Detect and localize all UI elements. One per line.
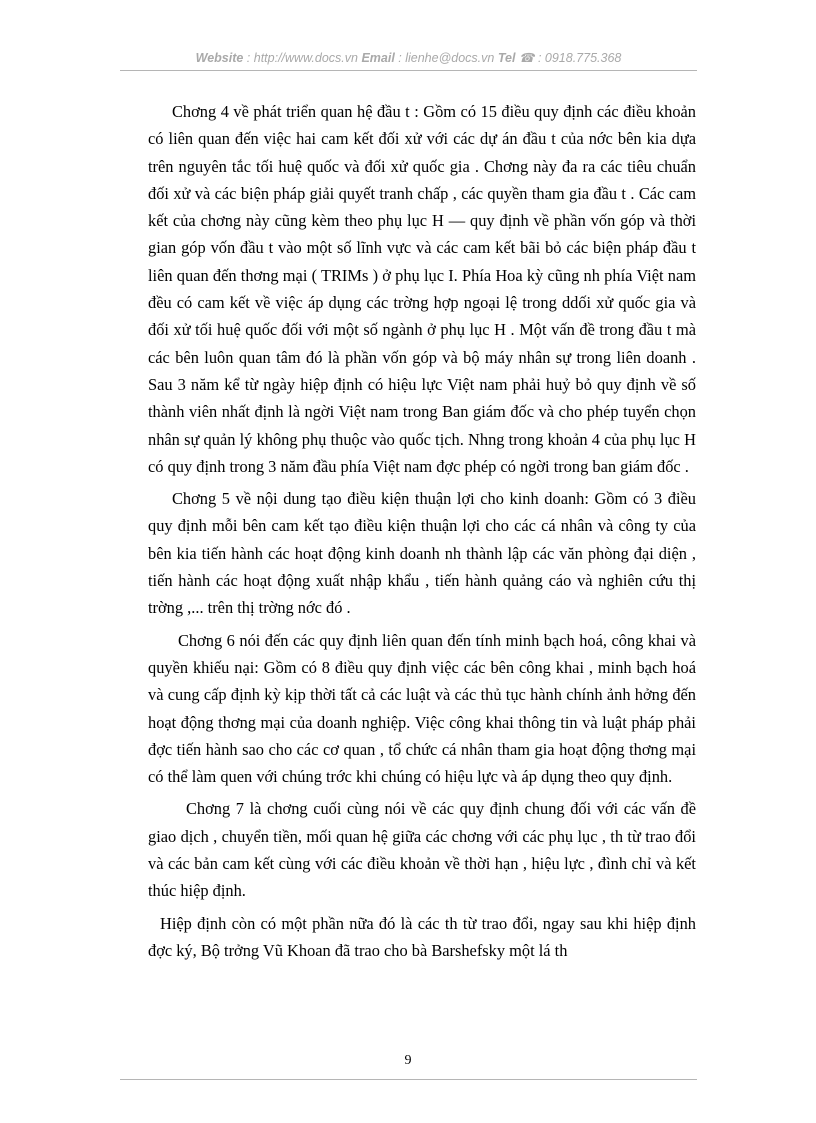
page-number: 9 — [404, 1053, 412, 1068]
tel-label: Tel — [497, 51, 516, 65]
paragraph-chapter-4: Chơng 4 về phát triển quan hệ đầu t : Gồm có 15 điều quy định các điều khoản có liên quan đến việc hai cam kết đối xử với các dự án đầu t của nớc bên kia dựa trên nguyên tắc tối huệ quốc và đối xử quốc gia . Chơng này đa ra các tiêu chuẩn đối xử và các biện pháp giải quyết tranh chấp , các quyền tham gia đầu t . Các cam kết của chơng này cũng kèm theo phụ lục H — quy định về phần vốn góp và thời gian góp vốn đầu t vào một số lĩnh vực và các cam kết bãi bỏ các biện pháp đầu t liên quan đến thơng mại ( TRIMs ) ở phụ lục I. Phía Hoa kỳ cũng nh phía Việt nam đều có cam kết về việc áp dụng các trờng hợp ngoại lệ trong ddối xử quốc gia và đối xử tối huệ quốc đối với một số ngành ở phụ lục H . Một vấn đề trong đầu t mà các bên luôn quan tâm đó là phần vốn góp và bộ máy nhân sự trong liên doanh . Sau 3 năm kể từ ngày hiệp định có hiệu lực Việt nam phải huỷ bỏ quy định về số thành viên nhất định là ngời Việt nam trong Ban giám đốc và cho phép tuyển chọn nhân sự quản lý không phụ thuộc vào quốc tịch. Nhng trong khoản 4 của phụ lục H có quy định trong 3 năm đầu phía Việt nam đợc phép có ngời trong ban giám đốc . — [148, 102, 696, 476]
document-body — [148, 98, 696, 969]
website-value: : http://www.docs.vn — [243, 51, 362, 65]
footer-divider — [120, 1079, 697, 1080]
page-header — [120, 50, 697, 65]
email-value: : lienhe@docs.vn — [394, 51, 498, 65]
paragraph-chapter-6: Chơng 6 nói đến các quy định liên quan đến tính minh bạch hoá, công khai và quyền khiếu nại: Gồm có 8 điều quy định việc các bên công khai , minh bạch hoá và cung cấp định kỳ kịp thời tất cả các luật và các thủ tục hành chính ảnh hởng đến hoạt động thơng mại của doanh nghiệp. Việc công khai thông tin và luật pháp phải đợc tiến hành sao cho các cơ quan , tổ chức cá nhân tham gia hoạt động thơng mại có thể làm quen với chúng trớc khi chúng có hiệu lực và áp dụng theo quy định. — [148, 630, 696, 787]
header-divider — [120, 70, 697, 71]
email-label: Email — [361, 51, 395, 65]
website-label: Website — [195, 51, 244, 65]
paragraph-chapter-5: Chơng 5 về nội dung tạo điều kiện thuận lợi cho kinh doanh: Gồm có 3 điều quy định mỗi bên cam kết tạo điều kiện thuận lợi cho các cá nhân và công ty của bên kia tiến hành các hoạt động kinh doanh nh thành lập các văn phòng đại diện , tiến hành các hoạt động xuất nhập khẩu , tiến hành quảng cáo và nghiên cứu thị trờng ,... trên thị trờng nớc đó . — [148, 489, 696, 618]
paragraph-exchange-letters: Hiệp định còn có một phần nữa đó là các th từ trao đổi, ngay sau khi hiệp định đợc ký, Bộ trởng Vũ Khoan đã trao cho bà Barshefsky một lá th — [148, 913, 696, 960]
paragraph-chapter-7: Chơng 7 là chơng cuối cùng nói về các quy định chung đối với các vấn đề giao dịch , chuyển tiền, mối quan hệ giữa các chơng với các phụ lục , th từ trao đổi và các bản cam kết cùng với các điều khoản về thời hạn , hiệu lực , đình chỉ và kết thúc hiệp định. — [148, 799, 696, 901]
tel-value: ☎ : 0918.775.368 — [515, 51, 622, 65]
